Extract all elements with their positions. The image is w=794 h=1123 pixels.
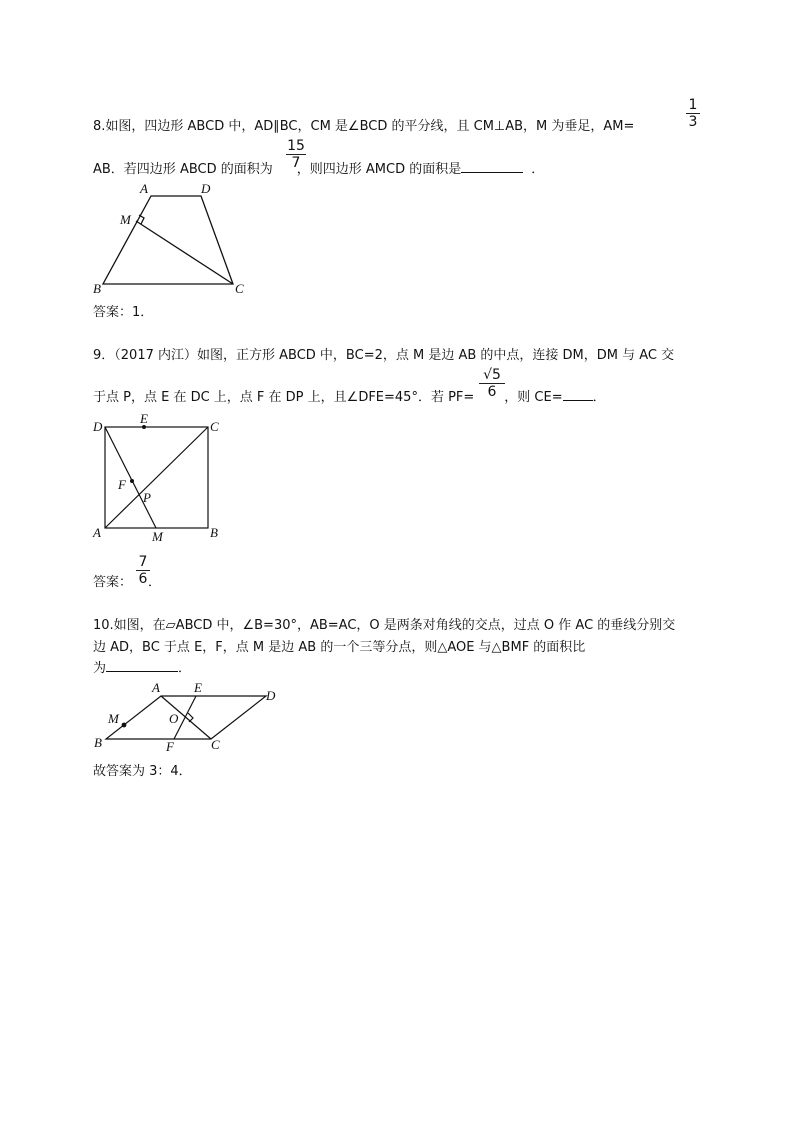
q9-answer-suffix: ．: [148, 575, 162, 590]
q8-line-2b: ，则四边形 AMCD 的面积是: [296, 162, 462, 177]
q8-fraction-am-denominator: 3: [686, 113, 700, 130]
q9-label-d: D: [93, 419, 103, 434]
q9-label-b: B: [210, 525, 218, 540]
q8-fraction-am-numerator: 1: [688, 97, 698, 113]
q9-line-2b: ，则 CE=: [504, 390, 563, 405]
q9-label-p: P: [143, 490, 151, 505]
q9-answer-prefix: 答案：: [93, 575, 133, 590]
q8-label-b: B: [93, 281, 101, 296]
q9-label-e: E: [140, 411, 148, 426]
q8-line-2a: AB．若四边形 ABCD 的面积为: [93, 162, 273, 177]
q10-answer: 故答案为 3：4．: [93, 764, 192, 779]
q10-label-o: O: [169, 711, 179, 726]
q9-fraction-pf-numerator: √5: [483, 367, 501, 383]
q10-line-3b: ．: [178, 661, 192, 676]
q10-label-m: M: [108, 711, 119, 726]
q10-label-c: C: [211, 737, 220, 752]
q9-line-1: 9．（2017 内江）如图，正方形 ABCD 中，BC=2，点 M 是边 AB 的中点，连接 DM，DM 与 AC 交: [93, 348, 675, 363]
q10-label-d: D: [266, 688, 276, 703]
q10-label-b: B: [94, 735, 102, 750]
q9-answer-numerator: 7: [138, 554, 148, 570]
q9-fraction-pf-denominator: 6: [479, 383, 505, 400]
q8-label-m: M: [120, 212, 131, 227]
q10-line-2: 边 AD，BC 于点 E，F，点 M 是边 AB 的一个三等分点，则△AOE 与△BMF 的面积比: [93, 640, 586, 655]
q10-label-e: E: [194, 680, 202, 695]
q9-label-c: C: [210, 419, 219, 434]
q9-line-2c: ．: [592, 390, 606, 405]
q8-fraction-area-denominator: 7: [286, 154, 306, 171]
q8-answer: 答案：1．: [93, 305, 154, 320]
q10-point-m: [122, 723, 127, 728]
q9-label-a: A: [93, 525, 101, 540]
q9-answer-denominator: 6: [136, 570, 150, 587]
q8-fraction-area-numerator: 15: [287, 138, 305, 154]
q10-line-3a: 为: [93, 661, 107, 676]
q8-label-d: D: [201, 181, 211, 196]
q9-line-2a: 于点 P，点 E 在 DC 上，点 F 在 DP 上，且∠DFE=45°．若 PF=: [93, 390, 475, 405]
q10-label-a: A: [152, 680, 160, 695]
q8-label-a: A: [140, 181, 148, 196]
q8-label-c: C: [235, 281, 244, 296]
q10-line-1: 10.如图，在▱ABCD 中，∠B=30°，AB=AC，O 是两条对角线的交点，过点 O 作 AC 的垂线分别交: [93, 618, 676, 633]
q8-line-1: 8.如图，四边形 ABCD 中，AD∥BC，CM 是∠BCD 的平分线，且 CM⊥AB，M 为垂足，AM=: [93, 119, 635, 134]
q10-label-f: F: [166, 739, 174, 754]
q9-label-m: M: [152, 529, 163, 544]
q8-line-2c: ．: [531, 162, 545, 177]
q9-label-f: F: [118, 477, 126, 492]
